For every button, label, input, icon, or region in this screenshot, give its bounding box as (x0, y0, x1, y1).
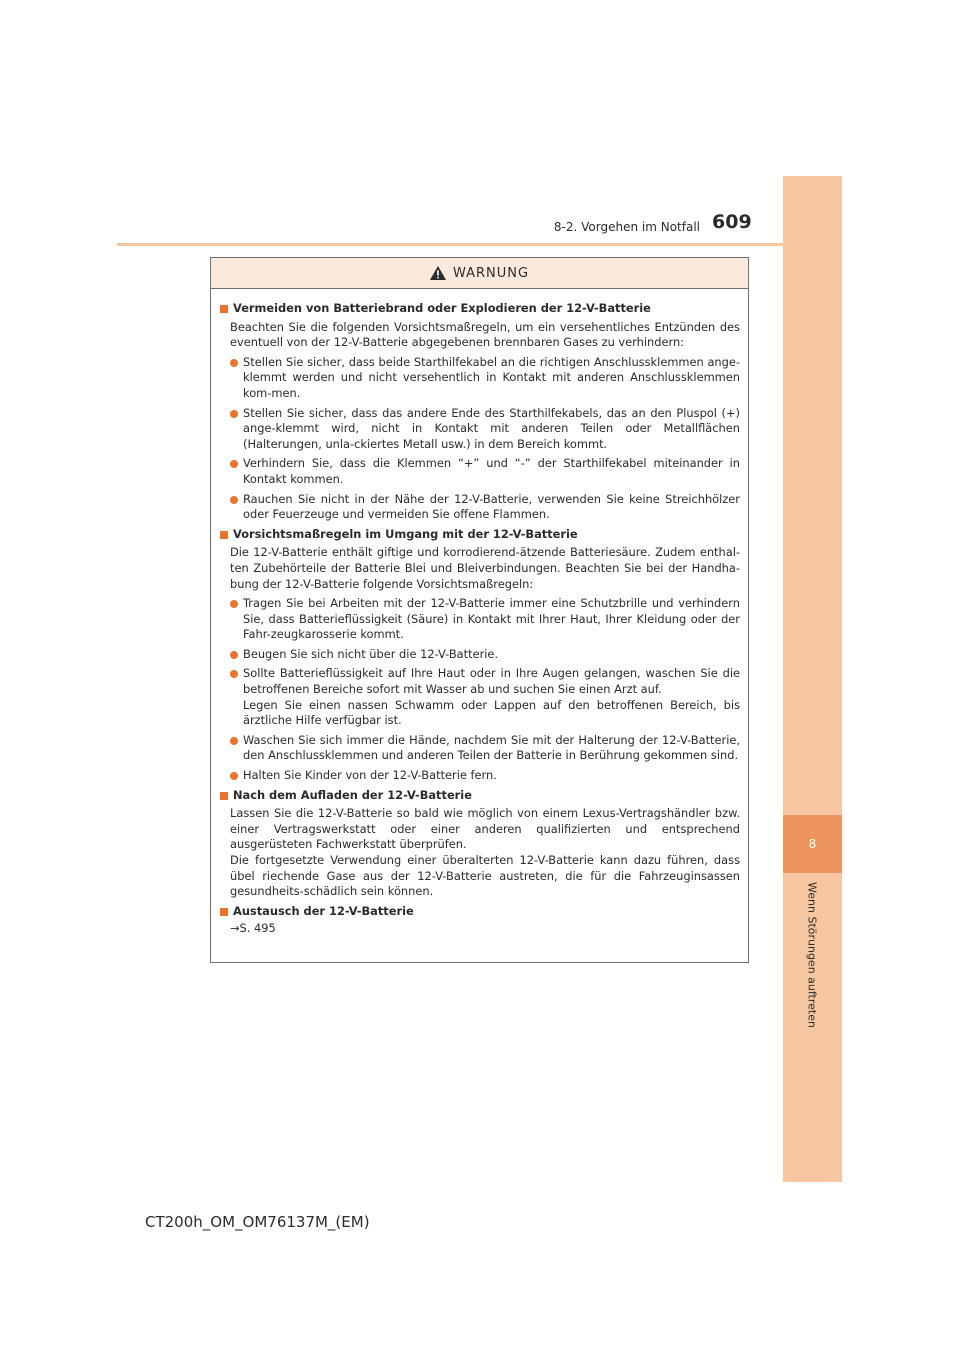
section-heading: Nach dem Aufladen der 12-V-Batterie (219, 788, 740, 804)
circle-bullet-icon (230, 737, 238, 745)
warning-box (210, 257, 749, 963)
document-code: CT200h_OM_OM76137M_(EM) (145, 1213, 370, 1231)
section-heading: Vermeiden von Batteriebrand oder Explodieren der 12-V-Batterie (219, 301, 740, 317)
section-heading: Austausch der 12-V-Batterie (219, 904, 740, 920)
section-text: Die 12-V-Batterie enthält giftige und korrodierend-ätzende Batteriesäure. Zudem enthal-ten Zubehörteile der Batterie Blei und Bleiverbindungen. Beachten Sie bei der Handha-bung der 12-V-Batterie folgende Vorsichtsmaßregeln: (230, 545, 740, 591)
circle-bullet-icon (230, 460, 238, 468)
square-bullet-icon (220, 531, 228, 539)
chapter-number: 8 (783, 815, 842, 873)
section-title: 8-2. Vorgehen im Notfall (553, 220, 700, 234)
list-item: Halten Sie Kinder von der 12-V-Batterie fern. (230, 768, 740, 784)
list-item: Waschen Sie sich immer die Hände, nachdem Sie mit der Halterung der 12-V-Batterie, den Anschlussklemmen und anderen Teilen der Batterie in Berührung gekommen sind. (230, 733, 740, 764)
list-item: Tragen Sie bei Arbeiten mit der 12-V-Batterie immer eine Schutzbrille und verhindern Sie, dass Batterieflüssigkeit (Säure) in Kontakt mit Ihrer Haut, Ihrer Kleidung oder der Fahr-zeugkarosserie kommt. (230, 596, 740, 643)
list-item: Sollte Batterieflüssigkeit auf Ihre Haut oder in Ihre Augen gelangen, waschen Sie die betroffenen Bereiche sofort mit Wasser ab und suchen Sie einen Arzt auf. Legen Sie einen nassen Schwamm oder Lappen auf den betroffenen Bereich, bis ärztliche Hilfe verfügbar ist. (230, 666, 740, 728)
circle-bullet-icon (230, 410, 238, 418)
square-bullet-icon (220, 792, 228, 800)
circle-bullet-icon (230, 496, 238, 504)
page-number: 609 (712, 211, 752, 233)
page-reference-link[interactable]: →S. 495 (230, 921, 276, 936)
header-divider (117, 243, 842, 246)
section-heading: Vorsichtsmaßregeln im Umgang mit der 12-V-Batterie (219, 527, 740, 543)
chapter-side-tab (783, 176, 842, 1182)
warning-triangle-icon (430, 266, 446, 280)
list-item: Verhindern Sie, dass die Klemmen “+” und “-” der Starthilfekabel miteinander in Kontakt kommen. (230, 456, 740, 487)
square-bullet-icon (220, 305, 228, 313)
warning-title: WARNUNG (452, 265, 530, 281)
circle-bullet-icon (230, 651, 238, 659)
section-text: Lassen Sie die 12-V-Batterie so bald wie möglich von einem Lexus-Vertragshändler bzw. einer Vertragswerkstatt oder einer anderen qualifizierten und entsprechend ausgerüsteten Fachwerkstatt überprüfen. Die fortgesetzte Verwendung einer überalterten 12-V-Batterie kann dazu führen, dass übel riechende Gase aus der 12-V-Batterie austreten, die für die Fahrzeuginsassen gesundheits-schädlich sein können. (230, 806, 740, 899)
chapter-title: Wenn Störungen auftreten (805, 882, 819, 1028)
list-item: Stellen Sie sicher, dass beide Starthilfekabel an die richtigen Anschlussklemmen ange-klemmt werden und nicht versehentlich in Kontakt mit anderen Anschlussklemmen kom-men. (230, 355, 740, 402)
circle-bullet-icon (230, 359, 238, 367)
list-item: Stellen Sie sicher, dass das andere Ende des Starthilfekabels, das an den Pluspol (+) ange-klemmt wird, nicht in Kontakt mit anderen Teilen oder Metallflächen (Halterungen, unla-ckiertes Metall usw.) in dem Bereich kommt. (230, 406, 740, 453)
list-item: Beugen Sie sich nicht über die 12-V-Batterie. (230, 647, 740, 663)
square-bullet-icon (220, 908, 228, 916)
circle-bullet-icon (230, 600, 238, 608)
list-item: Rauchen Sie nicht in der Nähe der 12-V-Batterie, verwenden Sie keine Streichhölzer oder Feuerzeuge und vermeiden Sie offene Flammen. (230, 492, 740, 523)
warning-body (211, 289, 748, 937)
circle-bullet-icon (230, 772, 238, 780)
circle-bullet-icon (230, 670, 238, 678)
warning-header (211, 258, 748, 289)
section-text: Beachten Sie die folgenden Vorsichtsmaßregeln, um ein versehentliches Entzünden des eventuell von der 12-V-Batterie abgegebenen brennbaren Gases zu verhindern: (230, 319, 740, 350)
